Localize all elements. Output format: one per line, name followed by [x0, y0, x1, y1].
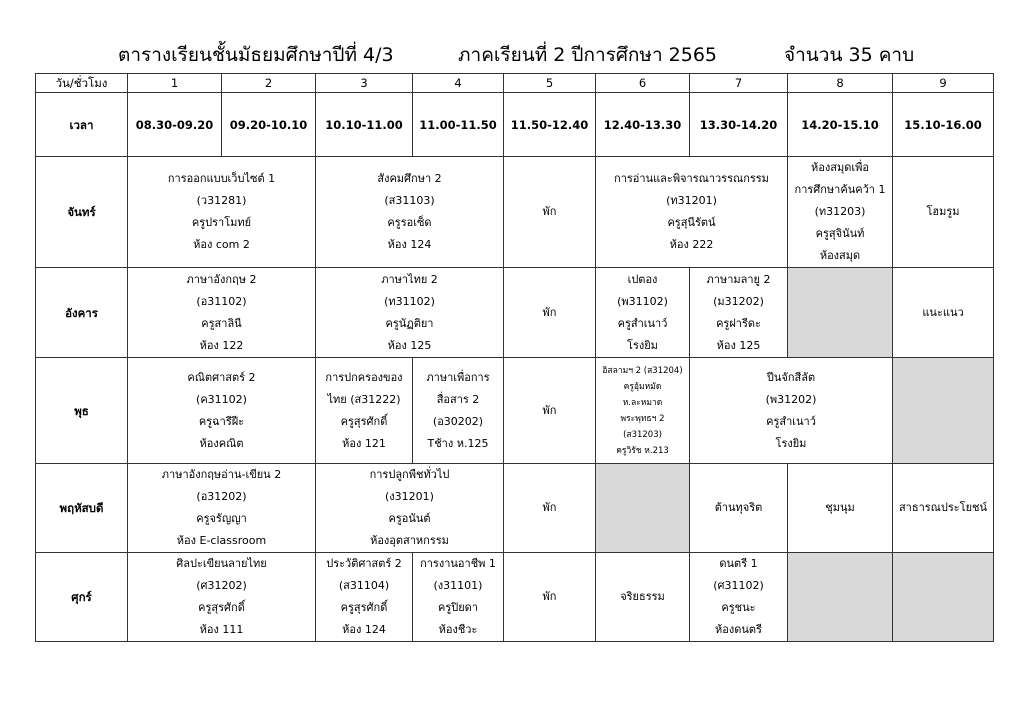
class-cell — [128, 553, 316, 642]
term-label: ภาคเรียนที่ 2 ปีการศึกษา 2565 — [458, 44, 718, 66]
class-cell — [316, 157, 504, 268]
class-cell — [128, 464, 316, 553]
day-name: จันทร์ — [36, 157, 128, 268]
break-cell: พัก — [504, 268, 596, 358]
room: ห.ละหมาด — [622, 397, 663, 408]
room: ห้อง com 2 — [193, 238, 250, 251]
room: ห้อง E-classroom — [176, 534, 267, 547]
time-label: เวลา — [36, 93, 128, 157]
subject: คณิตศาสตร์ 2 — [187, 370, 256, 384]
subject: การปลูกพืชทั่วไป — [369, 468, 450, 481]
subject: ห้องสมุดเพื่อ — [811, 161, 869, 174]
class-cell: สาธารณประโยชน์ — [893, 464, 994, 553]
teacher: ครูฝารีดะ — [716, 316, 761, 330]
room: ห้องคณิต — [199, 436, 244, 450]
time-slot: 11.00-11.50 — [413, 93, 504, 157]
teacher: ครูอุ้มหมัด — [623, 381, 662, 392]
subject: การศึกษาค้นคว้า 1 — [794, 183, 886, 196]
break-cell: พัก — [504, 157, 596, 268]
time-slot: 09.20-10.10 — [222, 93, 316, 157]
class-cell: ชุมนุม — [788, 464, 893, 553]
teacher: ครูฉารีฝีะ — [198, 414, 245, 428]
subject: การงานอาชีพ 1 — [420, 557, 496, 570]
class-cell — [596, 268, 690, 358]
empty-cell — [788, 268, 893, 358]
period-number: 3 — [316, 74, 413, 93]
subject: พระพุทธฯ 2 — [620, 413, 665, 424]
course-code: (ส31103) — [384, 194, 435, 207]
class-cell — [316, 553, 413, 642]
course-code: (ส31104) — [338, 579, 390, 592]
schedule-heading: ตารางเรียนชั้นมัธยมศึกษาปีที่ 4/3 — [118, 44, 394, 66]
empty-cell — [893, 553, 994, 642]
class-cell — [316, 268, 504, 358]
room: ห้อง 125 — [387, 338, 432, 352]
day-row-tuesday — [36, 268, 994, 358]
empty-cell — [893, 358, 994, 464]
subject: ภาษาไทย 2 — [381, 272, 438, 286]
teacher-room: Tช้าง ห.125 — [427, 436, 489, 450]
course-code: ไทย (ส31222) — [327, 392, 401, 406]
teacher: ครูสุจินันท์ — [815, 227, 865, 240]
period-count: จำนวน 35 คาบ — [784, 44, 915, 66]
room: โรงยิม — [627, 338, 658, 352]
course-code: (ค31102) — [196, 392, 247, 406]
class-cell — [788, 157, 893, 268]
course-code: (ศ31202) — [196, 579, 247, 592]
subject: การอ่านและพิจารณาวรรณกรรม — [614, 172, 769, 185]
period-number: 7 — [690, 74, 788, 93]
subject: การปกครองของ — [325, 370, 403, 384]
break-cell: พัก — [504, 358, 596, 464]
teacher: ครูชนะ — [721, 601, 756, 614]
class-cell: ต้านทุจริต — [690, 464, 788, 553]
class-cell — [413, 553, 504, 642]
room: ห้อง 121 — [342, 436, 386, 450]
room: ห้องอุตสาหกรรม — [370, 534, 449, 547]
room: ห้อง 111 — [199, 623, 244, 636]
subject: ศิลปะเขียนลายไทย — [176, 557, 267, 570]
class-cell — [128, 268, 316, 358]
subject: ประวัติศาสตร์ 2 — [326, 557, 402, 570]
time-slot: 11.50-12.40 — [504, 93, 596, 157]
course-code: (ง31201) — [385, 490, 434, 503]
time-slot: 15.10-16.00 — [893, 93, 994, 157]
teacher: ครูจรัญญา — [196, 512, 247, 525]
subject: สื่อสาร 2 — [436, 392, 480, 406]
course-code: (ส31203) — [623, 429, 662, 440]
subject: ปีนจักสีลัต — [766, 370, 816, 384]
course-code: (อ31102) — [196, 294, 247, 308]
teacher: ครูนัฏติยา — [385, 316, 434, 330]
course-code: (ศ31102) — [713, 579, 764, 592]
day-name: พุธ — [36, 358, 128, 464]
course-code: (ง31101) — [433, 579, 483, 592]
time-slot: 10.10-11.00 — [316, 93, 413, 157]
subject: ภาษาเพื่อการ — [426, 370, 490, 384]
teacher: ครูสุรศักดิ์ — [340, 601, 388, 614]
day-row-monday — [36, 157, 994, 268]
day-row-wednesday — [36, 358, 994, 464]
room: ห้อง 122 — [199, 338, 244, 352]
subject: ภาษาอังกฤษอ่าน-เขียน 2 — [161, 468, 282, 481]
class-cell — [690, 553, 788, 642]
timetable — [35, 73, 994, 642]
teacher-room: ครูวิรัช ห.213 — [616, 445, 669, 456]
period-number: 8 — [788, 74, 893, 93]
course-code: (อ31202) — [196, 490, 247, 503]
day-name: ศุกร์ — [36, 553, 128, 642]
teacher: ครูปราโมทย์ — [191, 216, 252, 229]
course-code: (ท31201) — [666, 194, 717, 207]
period-number: 6 — [596, 74, 690, 93]
room: ห้องชีวะ — [438, 623, 478, 636]
teacher: ครูสำเนาว์ — [766, 414, 816, 428]
course-code: (ท31102) — [384, 294, 435, 308]
teacher: ครูอนันต์ — [388, 512, 431, 525]
course-code: (พ31102) — [617, 294, 668, 308]
class-cell — [128, 358, 316, 464]
time-slot: 13.30-14.20 — [690, 93, 788, 157]
room: ห้องสมุด — [819, 249, 861, 262]
subject: ดนตรี 1 — [719, 557, 758, 570]
day-row-friday — [36, 553, 994, 642]
class-cell — [596, 358, 690, 464]
course-code: (ม31202) — [713, 294, 764, 308]
day-row-thursday — [36, 464, 994, 553]
class-cell: จริยธรรม — [596, 553, 690, 642]
class-cell: โฮมรูม — [893, 157, 994, 268]
teacher: ครูสุรศักดิ์ — [198, 601, 245, 614]
subject: เปตอง — [627, 272, 658, 286]
day-name: พฤหัสบดี — [36, 464, 128, 553]
corner-cell: วัน/ชั่วโมง — [36, 74, 128, 93]
period-number: 5 — [504, 74, 596, 93]
room: ห้อง 222 — [669, 238, 714, 251]
period-header-row — [36, 74, 994, 93]
period-number: 9 — [893, 74, 994, 93]
subject: การออกแบบเว็บไซต์ 1 — [167, 172, 276, 185]
room: โรงยิม — [775, 436, 807, 450]
course-code: (ว31281) — [196, 194, 247, 207]
time-slot: 08.30-09.20 — [128, 93, 222, 157]
time-slot: 14.20-15.10 — [788, 93, 893, 157]
empty-cell — [788, 553, 893, 642]
room: ห้อง 125 — [716, 338, 761, 352]
room: ห้องดนตรี — [715, 623, 762, 636]
empty-cell — [596, 464, 690, 553]
course-code: (อ30202) — [432, 414, 484, 428]
course-code: (ท31203) — [814, 205, 866, 218]
course-code: (พ31202) — [765, 392, 817, 406]
schedule-title-bar — [0, 40, 1024, 70]
time-row — [36, 93, 994, 157]
class-cell — [128, 157, 316, 268]
class-cell: แนะแนว — [893, 268, 994, 358]
class-cell — [596, 157, 788, 268]
class-cell — [690, 358, 893, 464]
break-cell: พัก — [504, 553, 596, 642]
class-cell — [316, 358, 413, 464]
period-number: 1 — [128, 74, 222, 93]
class-cell — [413, 358, 504, 464]
period-number: 2 — [222, 74, 316, 93]
teacher: ครูปิยดา — [437, 601, 478, 614]
class-cell — [316, 464, 504, 553]
teacher: ครูสาลินี — [201, 316, 242, 330]
teacher: ครูสำเนาว์ — [617, 316, 668, 330]
day-name: อังคาร — [36, 268, 128, 358]
subject: ภาษาอังกฤษ 2 — [186, 272, 257, 286]
class-cell — [690, 268, 788, 358]
break-cell: พัก — [504, 464, 596, 553]
time-slot: 12.40-13.30 — [596, 93, 690, 157]
teacher: ครูสุนีรัตน์ — [667, 216, 716, 229]
subject: สังคมศึกษา 2 — [377, 172, 442, 185]
period-number: 4 — [413, 74, 504, 93]
room: ห้อง 124 — [342, 623, 386, 636]
teacher: ครูรอเซ็ด — [387, 216, 432, 229]
teacher: ครูสุรศักดิ์ — [340, 414, 388, 428]
subject: ภาษามลายู 2 — [706, 272, 771, 286]
room: ห้อง 124 — [387, 238, 432, 251]
subject: อิสลามฯ 2 (ส31204) — [602, 365, 683, 376]
